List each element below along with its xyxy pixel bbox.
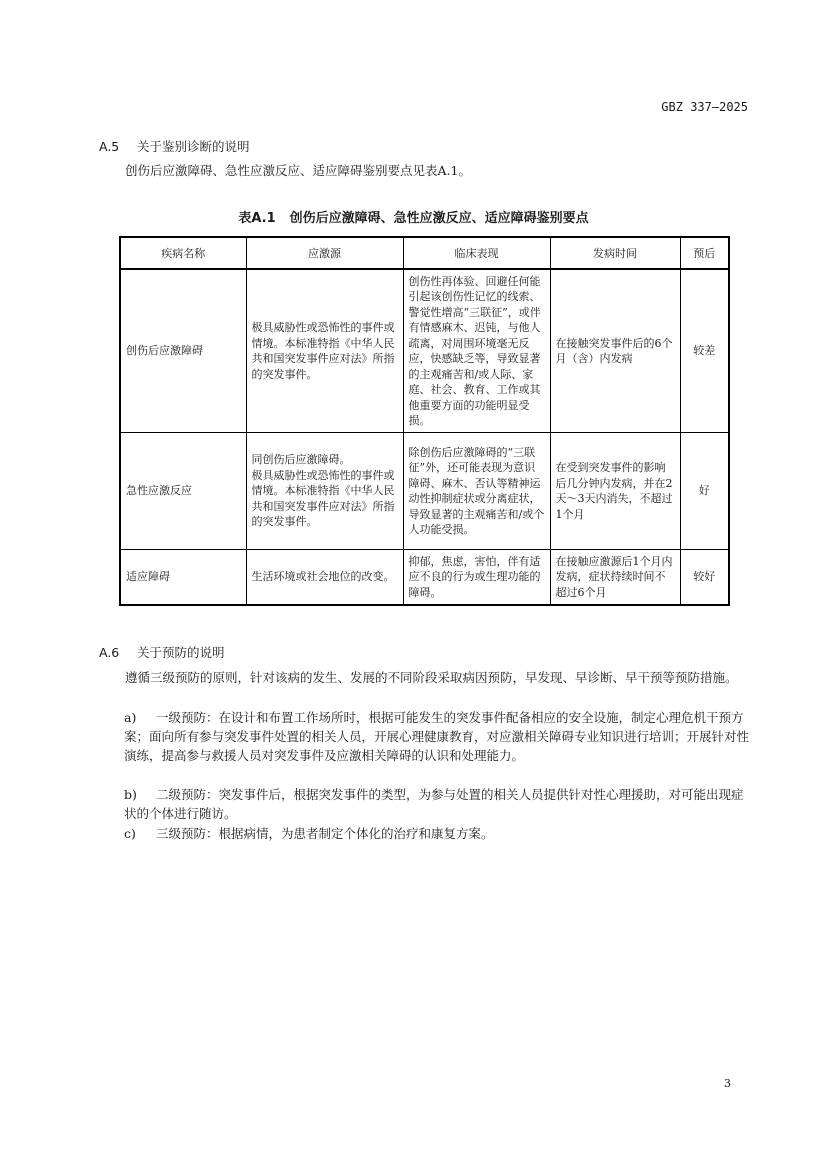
- cell-clinical: 除创伤后应激障碍的“三联征”外，还可能表现为意识障碍、麻木、否认等精神运动性抑制症状或分离症状，导致显著的主观痛苦和/或个人功能受损。: [403, 433, 550, 550]
- table-label: 表A.1: [238, 211, 276, 226]
- cell-clinical: 创伤性再体验、回避任何能引起该创伤性记忆的线索、警觉性增高“三联征”，或伴有情感麻木、迟钝，与他人疏离，对周围环境毫无反应，快感缺乏等，导致显著的主观痛苦和/或人际、家庭、社会、教育、工作或其他重要方面的功能明显受损。: [403, 269, 550, 433]
- header-prognosis: 预后: [680, 237, 729, 269]
- section-a5-heading: [99, 137, 250, 155]
- standard-code: GBZ 337—2025: [661, 100, 748, 114]
- page-number: 3: [724, 1077, 731, 1090]
- section-a5-number: A.5: [99, 139, 120, 154]
- cell-disease: 适应障碍: [120, 550, 246, 606]
- table-header-row: [120, 237, 729, 269]
- cell-onset: 在接触应激源后1个月内发病，症状持续时间不超过6个月: [550, 550, 680, 606]
- list-text: 一级预防：在设计和布置工作场所时，根据可能发生的突发事件配备相应的安全设施，制定心理危机干预方案；面向所有参与突发事件处置的相关人员，开展心理健康教育，对应激相关障碍专业知识进行培训；开展针对性演练，提高参与救援人员对突发事件及应激相关障碍的认识和处理能力。: [124, 710, 750, 763]
- list-item: [124, 785, 749, 823]
- list-marker: c): [124, 826, 136, 841]
- list-text: 三级预防：根据病情，为患者制定个体化的治疗和康复方案。: [156, 826, 494, 841]
- cell-clinical: 抑郁，焦虑，害怕，伴有适应不良的行为或生理功能的障碍。: [403, 550, 550, 606]
- section-a5-title: 关于鉴别诊断的说明: [137, 139, 250, 154]
- cell-stressor: 生活环境或社会地位的改变。: [246, 550, 403, 606]
- list-marker: a): [124, 710, 137, 725]
- cell-onset: 在接触突发事件后的6个月（含）内发病: [550, 269, 680, 433]
- cell-stressor-line1: 同创伤后应激障碍。: [251, 453, 351, 467]
- cell-stressor: 极具威胁性或恐怖性的事件或情境。本标准特指《中华人民共和国突发事件应对法》所指的突发事件。: [246, 269, 403, 433]
- section-a6-title: 关于预防的说明: [137, 645, 225, 660]
- cell-prognosis: 较好: [680, 550, 729, 606]
- section-a5-intro: 创伤后应激障碍、急性应激反应、适应障碍鉴别要点见表A.1。: [125, 163, 471, 178]
- cell-stressor: [246, 433, 403, 550]
- cell-onset: 在受到突发事件的影响后几分钟内发病，并在2天～3天内消失，不超过1个月: [550, 433, 680, 550]
- table-row: [120, 269, 729, 433]
- list-item: [124, 824, 749, 843]
- list-marker: b): [124, 787, 137, 802]
- header-disease: 疾病名称: [120, 237, 246, 269]
- table-title: [0, 207, 827, 226]
- section-a6-number: A.6: [99, 645, 120, 660]
- section-a6-heading: [99, 643, 225, 661]
- list-text: 二级预防：突发事件后，根据突发事件的类型，为参与处置的相关人员提供针对性心理援助，对可能出现症状的个体进行随访。: [124, 787, 744, 821]
- header-stressor: 应激源: [246, 237, 403, 269]
- table-row: [120, 433, 729, 550]
- header-onset: 发病时间: [550, 237, 680, 269]
- section-a6-intro: 遵循三级预防的原则，针对该病的发生、发展的不同阶段采取病因预防，早发现、早诊断、早干预等预防措施。: [125, 670, 738, 685]
- cell-stressor-line2: 极具威胁性或恐怖性的事件或情境。本标准特指《中华人民共和国突发事件应对法》所指的突发事件。: [251, 468, 395, 529]
- differential-table: [119, 236, 730, 606]
- cell-prognosis: 好: [680, 433, 729, 550]
- cell-disease: 创伤后应激障碍: [120, 269, 246, 433]
- table-caption: 创伤后应激障碍、急性应激反应、适应障碍鉴别要点: [289, 211, 589, 226]
- cell-disease: 急性应激反应: [120, 433, 246, 550]
- table-row: [120, 550, 729, 606]
- list-item: [124, 708, 749, 765]
- cell-prognosis: 较差: [680, 269, 729, 433]
- header-clinical: 临床表现: [403, 237, 550, 269]
